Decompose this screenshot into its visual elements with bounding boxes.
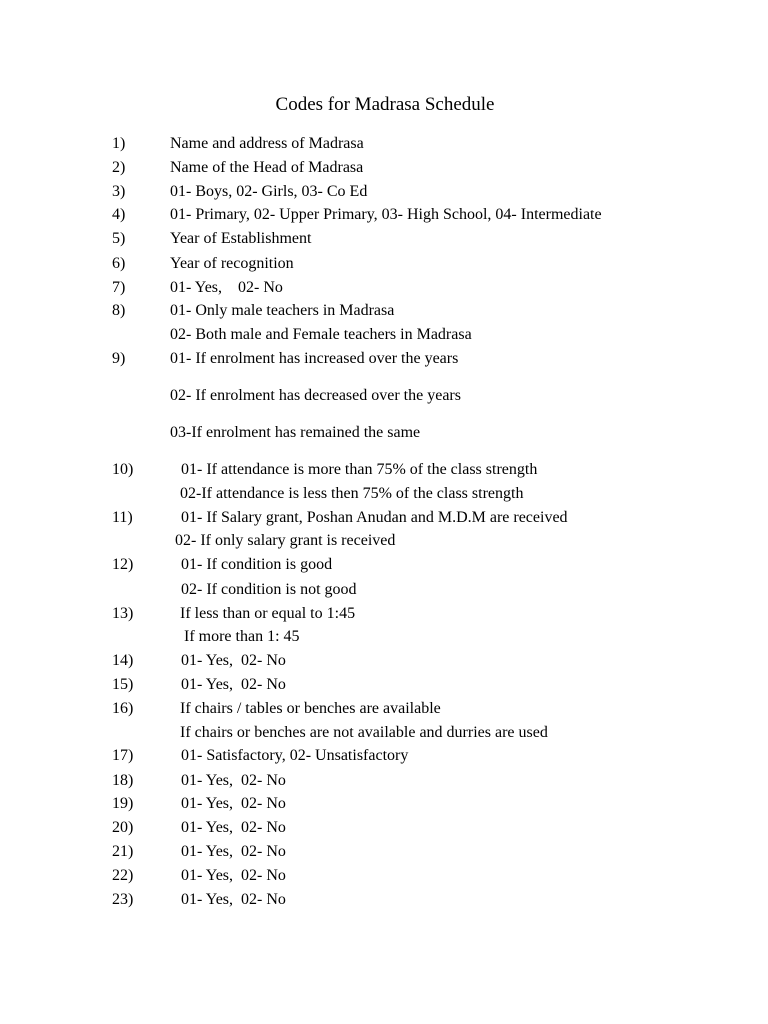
item-text: 01- If condition is good bbox=[181, 556, 333, 573]
item-text: 02- Both male and Female teachers in Madrasa bbox=[170, 326, 472, 343]
item-text: 01- Yes, 02- No bbox=[181, 867, 286, 884]
item-number: 11) bbox=[112, 509, 133, 526]
list-item bbox=[0, 300, 768, 322]
list-item bbox=[0, 277, 768, 299]
item-text: 02- If only salary grant is received bbox=[175, 532, 396, 549]
item-text: 01- Yes, 02- No bbox=[181, 891, 286, 908]
item-text: 01- Boys, 02- Girls, 03- Co Ed bbox=[170, 183, 368, 200]
item-text: Year of Establishment bbox=[170, 230, 312, 247]
item-number: 3) bbox=[112, 183, 126, 200]
item-text: 02- If condition is not good bbox=[181, 581, 357, 598]
item-number: 21) bbox=[112, 843, 134, 860]
item-text: 01- Yes, 02- No bbox=[170, 279, 283, 296]
item-number: 12) bbox=[112, 556, 134, 573]
list-item bbox=[0, 554, 768, 576]
item-text: 02-If attendance is less then 75% of the class strength bbox=[180, 485, 524, 502]
item-text: 01- Satisfactory, 02- Unsatisfactory bbox=[181, 747, 409, 764]
item-number: 10) bbox=[112, 461, 134, 478]
item-number: 5) bbox=[112, 230, 126, 247]
item-number: 8) bbox=[112, 302, 126, 319]
item-text: 03-If enrolment has remained the same bbox=[170, 424, 421, 441]
item-number: 18) bbox=[112, 772, 134, 789]
item-number: 4) bbox=[112, 206, 126, 223]
list-item bbox=[0, 650, 768, 672]
item-text: Name and address of Madrasa bbox=[170, 135, 364, 152]
item-number: 14) bbox=[112, 652, 134, 669]
list-item bbox=[0, 348, 768, 370]
list-item bbox=[0, 459, 768, 481]
list-item bbox=[0, 674, 768, 696]
list-item bbox=[0, 865, 768, 887]
list-item bbox=[0, 422, 768, 444]
item-text: If chairs or benches are not available and durries are used bbox=[180, 724, 548, 741]
list-item bbox=[0, 770, 768, 792]
item-text: If less than or equal to 1:45 bbox=[180, 605, 356, 622]
list-item bbox=[0, 507, 768, 529]
list-item bbox=[0, 530, 768, 552]
item-number: 9) bbox=[112, 350, 126, 367]
list-item bbox=[0, 181, 768, 203]
list-item bbox=[0, 579, 768, 601]
item-text: If more than 1: 45 bbox=[184, 628, 300, 645]
list-item bbox=[0, 228, 768, 250]
item-number: 20) bbox=[112, 819, 134, 836]
list-item bbox=[0, 889, 768, 911]
item-text: 01- If enrolment has increased over the years bbox=[170, 350, 459, 367]
item-number: 13) bbox=[112, 605, 134, 622]
item-text: Year of recognition bbox=[170, 255, 294, 272]
list-item bbox=[0, 603, 768, 625]
item-text: 02- If enrolment has decreased over the years bbox=[170, 387, 461, 404]
list-item bbox=[0, 204, 768, 226]
list-item bbox=[0, 793, 768, 815]
list-item bbox=[0, 722, 768, 744]
item-text: 01- If Salary grant, Poshan Anudan and M.D.M are received bbox=[181, 509, 568, 526]
page-title: Codes for Madrasa Schedule bbox=[275, 94, 495, 115]
item-number: 6) bbox=[112, 255, 126, 272]
item-text: 01- Yes, 02- No bbox=[181, 652, 286, 669]
item-number: 2) bbox=[112, 159, 126, 176]
item-text: 01- Yes, 02- No bbox=[181, 819, 286, 836]
list-item bbox=[0, 253, 768, 275]
item-text: 01- If attendance is more than 75% of the class strength bbox=[181, 461, 538, 478]
item-number: 22) bbox=[112, 867, 134, 884]
list-item bbox=[0, 324, 768, 346]
list-item bbox=[0, 483, 768, 505]
item-text: 01- Yes, 02- No bbox=[181, 772, 286, 789]
list-item bbox=[0, 841, 768, 863]
list-item bbox=[0, 698, 768, 720]
list-item bbox=[0, 133, 768, 155]
list-item bbox=[0, 157, 768, 179]
list-item bbox=[0, 385, 768, 407]
item-text: If chairs / tables or benches are available bbox=[180, 700, 441, 717]
item-text: Name of the Head of Madrasa bbox=[170, 159, 364, 176]
item-text: 01- Primary, 02- Upper Primary, 03- High School, 04- Intermediate bbox=[170, 206, 602, 223]
item-number: 16) bbox=[112, 700, 134, 717]
list-item bbox=[0, 626, 768, 648]
item-number: 1) bbox=[112, 135, 126, 152]
item-number: 19) bbox=[112, 795, 134, 812]
item-number: 7) bbox=[112, 279, 126, 296]
item-text: 01- Yes, 02- No bbox=[181, 676, 286, 693]
item-number: 15) bbox=[112, 676, 134, 693]
item-text: 01- Yes, 02- No bbox=[181, 795, 286, 812]
item-number: 23) bbox=[112, 891, 134, 908]
list-item bbox=[0, 745, 768, 767]
item-number: 17) bbox=[112, 747, 134, 764]
item-text: 01- Yes, 02- No bbox=[181, 843, 286, 860]
item-text: 01- Only male teachers in Madrasa bbox=[170, 302, 395, 319]
list-item bbox=[0, 817, 768, 839]
